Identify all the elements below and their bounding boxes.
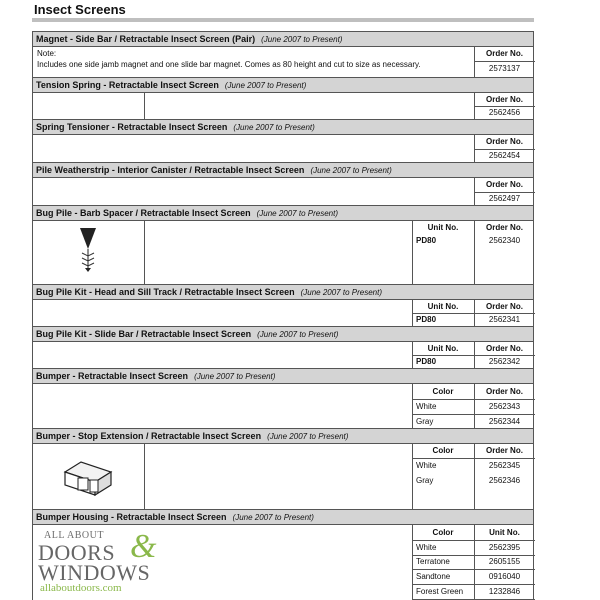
section-title: Bug Pile Kit - Head and Sill Track / Retractable Insect Screen (June 2007 to Present) bbox=[33, 285, 533, 300]
barb-spacer-image bbox=[77, 227, 99, 273]
section-bumper-stop bbox=[32, 428, 534, 509]
order-header: Order No. bbox=[486, 387, 523, 396]
order-number: 2562340 bbox=[488, 236, 521, 245]
logo-line-3: WINDOWS bbox=[38, 560, 151, 585]
section-title: Magnet - Side Bar / Retractable Insect Screen (Pair) (June 2007 to Present) bbox=[33, 32, 533, 47]
section-tension-spring bbox=[32, 77, 534, 119]
order-header: Order No. bbox=[486, 49, 523, 58]
logo-line-1: ALL ABOUT bbox=[44, 530, 104, 541]
order-number: 2562456 bbox=[488, 108, 521, 117]
order-number: 2562345 bbox=[488, 461, 521, 470]
color-header: Color bbox=[432, 387, 454, 396]
order-number: 2562346 bbox=[488, 476, 521, 485]
title-rule bbox=[32, 18, 534, 22]
logo-ampersand: & bbox=[130, 528, 157, 565]
color-value: Gray bbox=[416, 476, 434, 485]
logo-site: allaboutdoors.com bbox=[40, 582, 122, 594]
unit-number: PD80 bbox=[416, 357, 437, 366]
section-bug-pile bbox=[32, 205, 534, 284]
order-header: Order No. bbox=[486, 446, 523, 455]
section-title: Tension Spring - Retractable Insect Screen (June 2007 to Present) bbox=[33, 78, 533, 93]
order-number: 2562454 bbox=[488, 151, 521, 160]
order-header: Order No. bbox=[486, 344, 523, 353]
unit-number: PD80 bbox=[416, 236, 437, 245]
section-title: Bug Pile Kit - Slide Bar / Retractable Insect Screen (June 2007 to Present) bbox=[33, 327, 533, 342]
section-bug-pile-kit-head bbox=[32, 284, 534, 326]
order-number: 2562343 bbox=[488, 402, 521, 411]
order-number: 2573137 bbox=[488, 64, 521, 73]
unit-header: Unit No. bbox=[489, 528, 520, 537]
watermark-logo bbox=[38, 530, 168, 596]
order-number: 2562342 bbox=[488, 357, 521, 366]
section-spring-tensioner bbox=[32, 119, 534, 162]
unit-header: Unit No. bbox=[427, 223, 459, 232]
order-header: Order No. bbox=[486, 95, 523, 104]
color-value: White bbox=[416, 543, 437, 552]
section-title: Spring Tensioner - Retractable Insect Screen (June 2007 to Present) bbox=[33, 120, 533, 135]
logo-line-2: DOORS bbox=[38, 540, 116, 565]
section-title: Bumper - Retractable Insect Screen (June 2007 to Present) bbox=[33, 369, 533, 384]
color-header: Color bbox=[432, 528, 454, 537]
unit-number: 0916040 bbox=[488, 572, 521, 581]
order-number: 2562344 bbox=[488, 417, 521, 426]
color-value: Terratone bbox=[416, 557, 450, 566]
section-title: Bug Pile - Barb Spacer / Retractable Insect Screen (June 2007 to Present) bbox=[33, 206, 533, 221]
unit-number: PD80 bbox=[416, 315, 437, 324]
note-label: Note: bbox=[37, 49, 57, 58]
section-magnet bbox=[32, 31, 534, 77]
unit-header: Unit No. bbox=[427, 302, 459, 311]
unit-number: 2562395 bbox=[488, 543, 521, 552]
section-pile-weatherstrip bbox=[32, 162, 534, 205]
unit-header: Unit No. bbox=[427, 344, 459, 353]
color-value: Forest Green bbox=[416, 587, 464, 596]
order-number: 2562497 bbox=[488, 194, 521, 203]
order-header: Order No. bbox=[486, 223, 523, 232]
section-title: Bumper - Stop Extension / Retractable Insect Screen (June 2007 to Present) bbox=[33, 429, 533, 444]
color-header: Color bbox=[432, 446, 454, 455]
order-header: Order No. bbox=[486, 302, 523, 311]
order-header: Order No. bbox=[486, 137, 523, 146]
unit-number: 1232846 bbox=[488, 587, 521, 596]
section-title: Bumper Housing - Retractable Insect Screen (June 2007 to Present) bbox=[33, 510, 533, 525]
color-value: White bbox=[416, 461, 437, 470]
note-text: Includes one side jamb magnet and one slide bar magnet. Comes as 80 height and cut to size as necessary. bbox=[37, 60, 421, 69]
section-bumper bbox=[32, 368, 534, 428]
color-value: Sandtone bbox=[416, 572, 451, 581]
unit-number: 2605155 bbox=[488, 557, 521, 566]
stop-extension-image bbox=[61, 458, 117, 498]
section-title: Pile Weatherstrip - Interior Canister / Retractable Insect Screen (June 2007 to Present) bbox=[33, 163, 533, 178]
order-header: Order No. bbox=[486, 180, 523, 189]
color-value: White bbox=[416, 402, 437, 411]
section-bug-pile-kit-slide bbox=[32, 326, 534, 368]
page-title: Insect Screens bbox=[34, 2, 126, 17]
color-value: Gray bbox=[416, 417, 434, 426]
order-number: 2562341 bbox=[488, 315, 521, 324]
